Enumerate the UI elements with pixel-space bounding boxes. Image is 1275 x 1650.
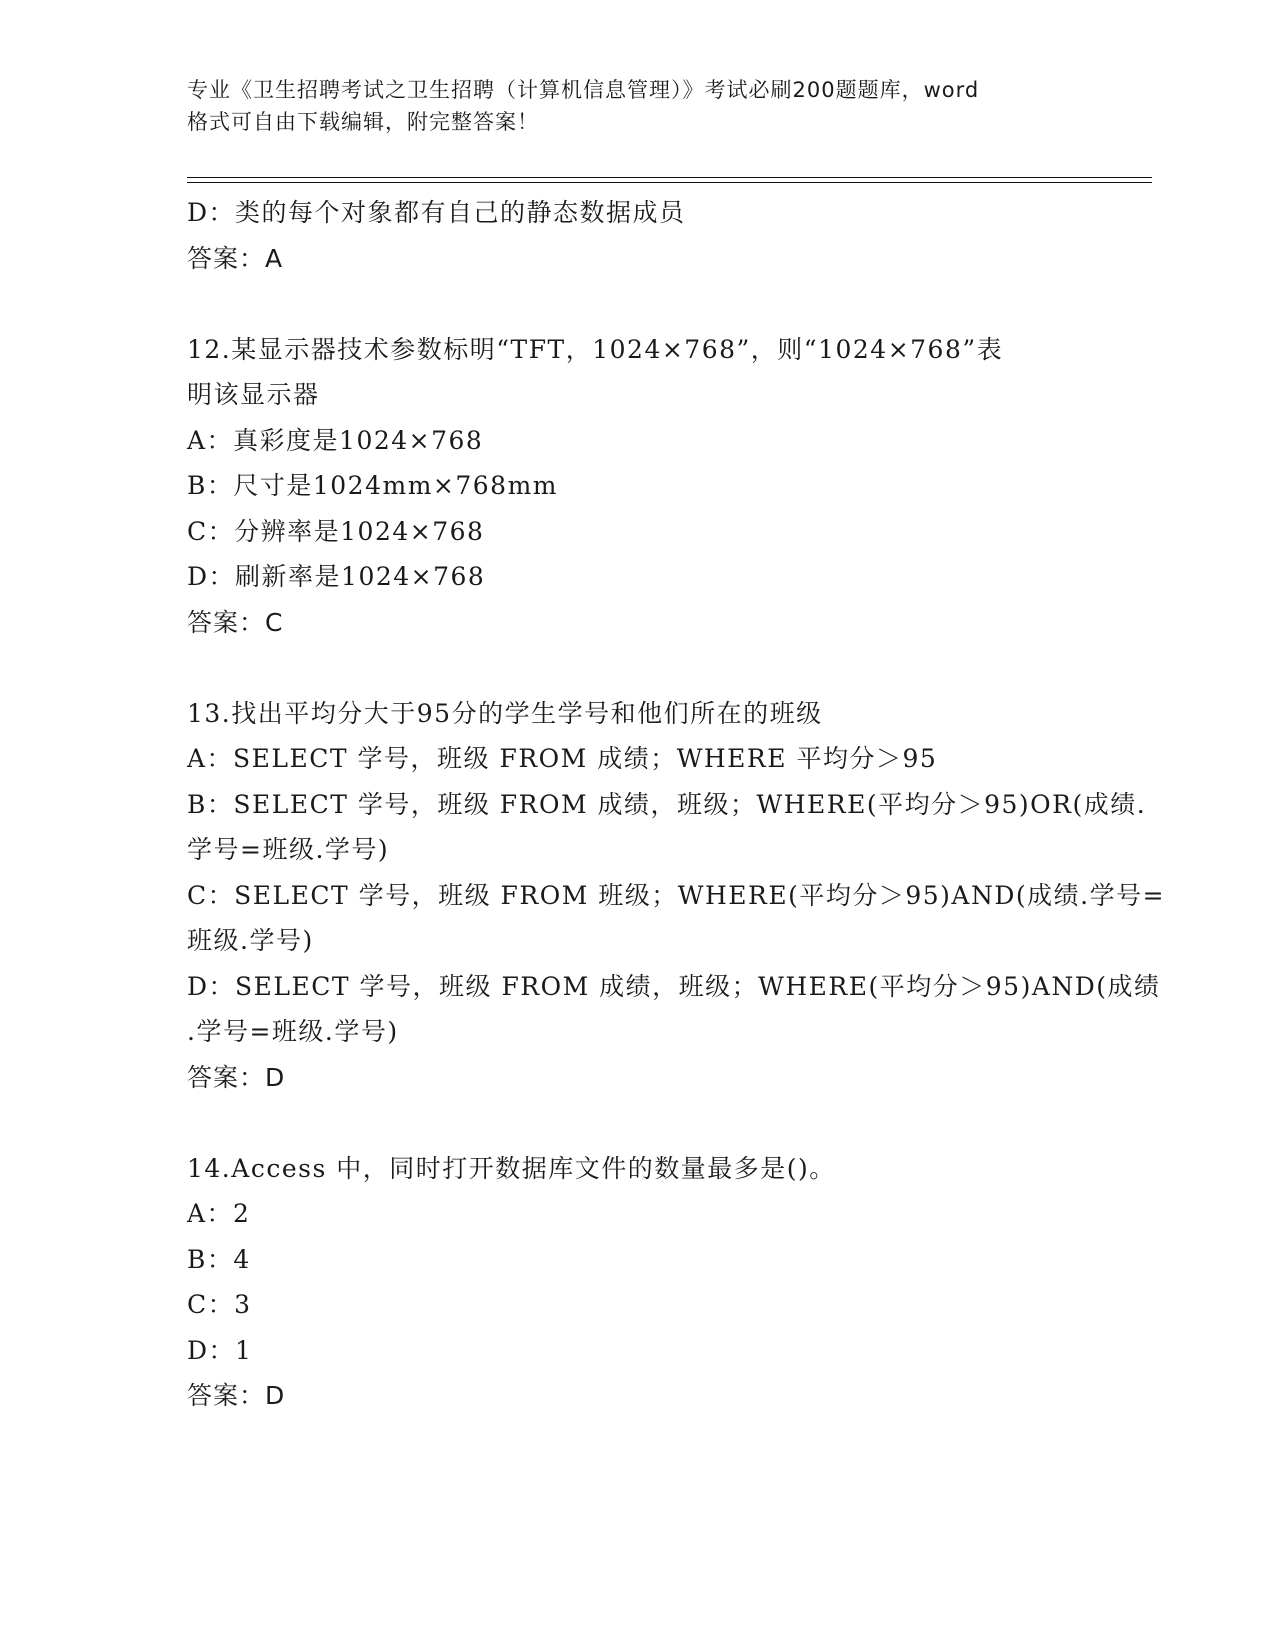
- q13-option-d-line-2: .学号=班级.学号): [187, 1017, 399, 1046]
- q14-option-b: B：4: [187, 1244, 251, 1274]
- question-13: [187, 691, 1166, 1101]
- document-header: [187, 74, 1097, 138]
- q12-option-a: A：真彩度是1024×768: [187, 425, 484, 455]
- q14-stem: 14.Access 中，同时打开数据库文件的数量最多是()。: [187, 1153, 836, 1183]
- spacer: [187, 645, 1087, 691]
- q14-option-c: C：3: [187, 1290, 252, 1319]
- header-title-line-2: 格式可自由下载编辑，附完整答案！: [187, 110, 539, 134]
- q12-option-b: B：尺寸是1024mm×768mm: [187, 471, 558, 500]
- q14-option-a: A：2: [187, 1199, 251, 1228]
- q12-stem-line-2: 明该显示器: [187, 380, 320, 409]
- header-divider-top: [187, 177, 1152, 178]
- header-title-line-1: 专业《卫生招聘考试之卫生招聘（计算机信息管理）》考试必刷200题题库，word: [187, 78, 980, 102]
- q13-option-b-line-1: B：SELECT 学号，班级 FROM 成绩，班级；WHERE(平均分＞95)OR(成绩.: [187, 789, 1147, 819]
- q13-option-c-line-1: C：SELECT 学号，班级 FROM 班级；WHERE(平均分＞95)AND(成绩.学号=: [187, 880, 1166, 910]
- q14-answer: 答案：D: [187, 1381, 286, 1410]
- header-divider-bottom: [187, 182, 1152, 183]
- q13-option-b-line-2: 学号=班级.学号): [187, 835, 390, 864]
- q13-stem: 13.找出平均分大于95分的学生学号和他们所在的班级: [187, 698, 823, 728]
- q14-option-d: D：1: [187, 1335, 253, 1365]
- spacer: [187, 1100, 1087, 1146]
- q11-answer: 答案：A: [187, 243, 284, 273]
- q13-option-d-line-1: D：SELECT 学号，班级 FROM 成绩，班级；WHERE(平均分＞95)AND(成绩: [187, 971, 1161, 1001]
- question-content: [187, 190, 1166, 1419]
- q12-answer: 答案：C: [187, 607, 284, 637]
- q12-stem-line-1: 12.某显示器技术参数标明“TFT，1024×768”，则“1024×768”表: [187, 334, 1004, 364]
- q12-option-d: D：刷新率是1024×768: [187, 562, 486, 591]
- q12-option-c: C：分辨率是1024×768: [187, 516, 485, 546]
- q11-option-d: D：类的每个对象都有自己的静态数据成员: [187, 198, 686, 227]
- question-14: [187, 1146, 1087, 1419]
- question-11-tail: [187, 190, 1087, 281]
- q13-answer: 答案：D: [187, 1062, 286, 1092]
- spacer: [187, 281, 1087, 327]
- question-12: [187, 327, 1087, 646]
- q13-option-a: A：SELECT 学号，班级 FROM 成绩；WHERE 平均分＞95: [187, 744, 938, 773]
- q13-option-c-line-2: 班级.学号): [187, 926, 314, 955]
